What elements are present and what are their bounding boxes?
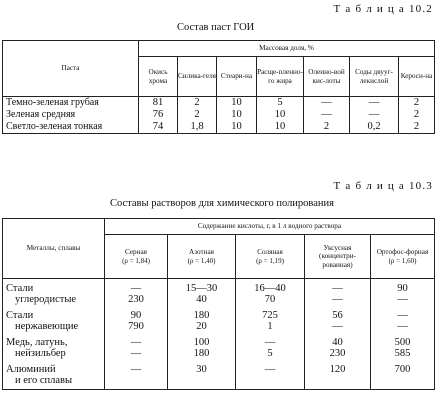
cell: 81 <box>139 97 178 110</box>
cell: 585 <box>371 348 435 359</box>
cell: — <box>236 332 305 348</box>
cell: 40 <box>168 294 236 305</box>
cell: 2 <box>304 121 350 134</box>
row-label: Темно-зеленая грубая <box>3 97 139 110</box>
table-row <box>3 321 435 332</box>
cell: 100 <box>168 332 236 348</box>
cell: — <box>305 294 371 305</box>
table-1 <box>2 40 435 134</box>
cell: 2 <box>178 109 217 121</box>
table-row <box>3 359 435 375</box>
col-header: Кероси-на <box>399 57 435 97</box>
table-row <box>3 121 435 134</box>
cell: 10 <box>257 109 304 121</box>
cell: 2 <box>399 121 435 134</box>
cell: 500 <box>371 332 435 348</box>
cell: 16—40 <box>236 279 305 295</box>
header-acid-content: Содержание кислоты, г, в 1 л водного раствора <box>105 219 435 235</box>
cell: 180 <box>168 348 236 359</box>
cell: — <box>371 294 435 305</box>
row-label: Светло-зеленая тонкая <box>3 121 139 134</box>
col-header: Серная (ρ = 1,84) <box>105 235 168 279</box>
cell: 2 <box>178 97 217 110</box>
row-label: Стали <box>3 279 105 295</box>
cell: 56 <box>305 305 371 321</box>
cell: 1 <box>236 321 305 332</box>
cell <box>168 375 236 390</box>
col-header: Уксусная (концентри-рованная) <box>305 235 371 279</box>
cell: 2 <box>399 109 435 121</box>
cell <box>305 375 371 390</box>
cell: — <box>350 97 399 110</box>
col-header: Соды двууг-лекислой <box>350 57 399 97</box>
cell: — <box>304 97 350 110</box>
cell: — <box>371 305 435 321</box>
col-header: Ортофос-форная (ρ = 1,60) <box>371 235 435 279</box>
header-metals: Металлы, сплавы <box>3 219 105 279</box>
table-row <box>3 348 435 359</box>
cell: 10 <box>257 121 304 134</box>
cell <box>236 375 305 390</box>
cell: — <box>350 109 399 121</box>
cell: 30 <box>168 359 236 375</box>
row-label: углеродистые <box>3 294 105 305</box>
cell: 180 <box>168 305 236 321</box>
row-label: Медь, латунь, <box>3 332 105 348</box>
table-number-1: Т а б л и ц а 10.2 <box>333 3 433 15</box>
cell: 230 <box>105 294 168 305</box>
col-header: Стеари-на <box>217 57 257 97</box>
table-title-1: Состав паст ГОИ <box>177 22 255 33</box>
cell: — <box>105 348 168 359</box>
table-row <box>3 305 435 321</box>
cell: — <box>371 321 435 332</box>
cell: 90 <box>371 279 435 295</box>
row-label: Зеленая средняя <box>3 109 139 121</box>
cell: 15—30 <box>168 279 236 295</box>
cell: — <box>105 359 168 375</box>
header-paste: Паста <box>3 41 139 97</box>
row-label: Стали <box>3 305 105 321</box>
header-mass-fraction: Массовая доля, % <box>139 41 435 57</box>
row-label: Алюминий <box>3 359 105 375</box>
cell: — <box>305 279 371 295</box>
table-number-2: Т а б л и ц а 10.3 <box>333 180 433 192</box>
table-2 <box>2 218 435 390</box>
cell: 5 <box>257 97 304 110</box>
row-label: нержавеющие <box>3 321 105 332</box>
cell: 700 <box>371 359 435 375</box>
cell <box>371 375 435 390</box>
cell: 10 <box>217 109 257 121</box>
cell: 70 <box>236 294 305 305</box>
cell: 0,2 <box>350 121 399 134</box>
cell: 90 <box>105 305 168 321</box>
cell: — <box>304 109 350 121</box>
col-header: Азотная (ρ = 1,40) <box>168 235 236 279</box>
row-label: и его сплавы <box>3 375 105 390</box>
table-row <box>3 294 435 305</box>
cell: 10 <box>217 97 257 110</box>
cell: — <box>305 321 371 332</box>
cell: 74 <box>139 121 178 134</box>
table-row <box>3 332 435 348</box>
cell: 230 <box>305 348 371 359</box>
table-row <box>3 375 435 390</box>
row-label: нейзильбер <box>3 348 105 359</box>
cell <box>105 375 168 390</box>
table-row <box>3 109 435 121</box>
cell: 725 <box>236 305 305 321</box>
cell: 2 <box>399 97 435 110</box>
table-row <box>3 97 435 110</box>
table-title-2: Составы растворов для химического полирования <box>110 198 334 209</box>
col-header: Окись хрома <box>139 57 178 97</box>
col-header: Соляная (ρ = 1,19) <box>236 235 305 279</box>
cell: 790 <box>105 321 168 332</box>
cell: — <box>105 279 168 295</box>
col-header: Олеино-вой кис-лоты <box>304 57 350 97</box>
table-row <box>3 279 435 295</box>
cell: 10 <box>217 121 257 134</box>
cell: 1,8 <box>178 121 217 134</box>
col-header: Силика-геля <box>178 57 217 97</box>
cell: — <box>105 332 168 348</box>
cell: 76 <box>139 109 178 121</box>
cell: 120 <box>305 359 371 375</box>
cell: 5 <box>236 348 305 359</box>
col-header: Расще-пленно-го жира <box>257 57 304 97</box>
cell: — <box>236 359 305 375</box>
cell: 20 <box>168 321 236 332</box>
cell: 40 <box>305 332 371 348</box>
